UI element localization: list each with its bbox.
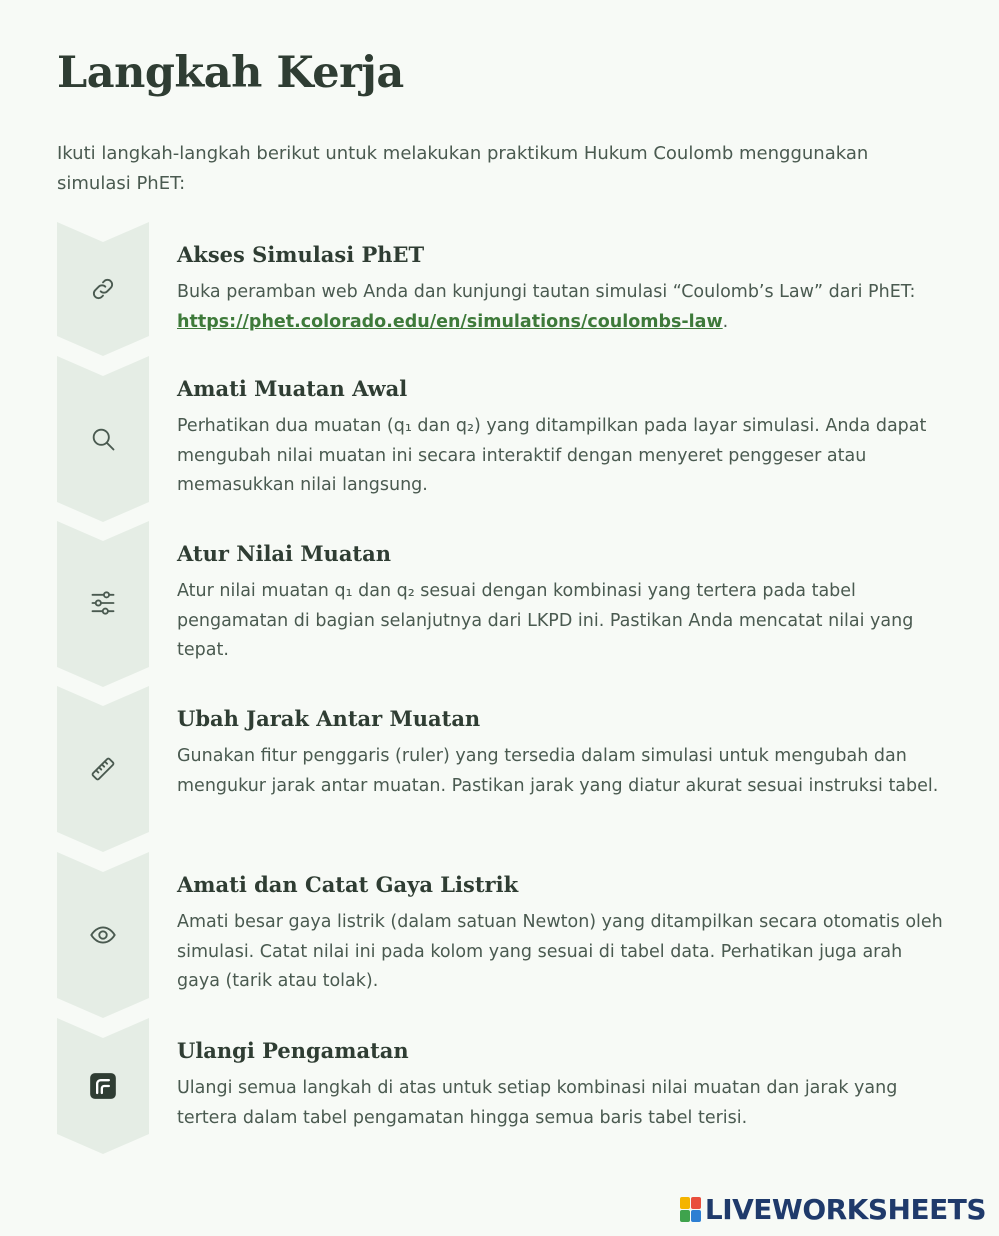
intro-text: Ikuti langkah-langkah berikut untuk melakukan praktikum Hukum Coulomb menggunakan simulasi PhET: bbox=[57, 143, 869, 194]
step-description: Buka peramban web Anda dan kunjungi tautan simulasi “Coulomb’s Law” dari PhET: https://phet.colorado.edu/en/simulations/coulombs-law. bbox=[177, 282, 916, 332]
brand-name: LIVEWORKSHEETS bbox=[704, 1193, 986, 1226]
step-description: Ulangi semua langkah di atas untuk setiap kombinasi nilai muatan dan jarak yang tertera dalam tabel pengamatan hingga semua baris tabel terisi. bbox=[177, 1078, 898, 1128]
link-icon bbox=[88, 274, 118, 304]
step-title: Akses Simulasi PhET bbox=[177, 242, 425, 267]
step-title: Ulangi Pengamatan bbox=[177, 1038, 409, 1063]
repeat-icon bbox=[88, 1071, 118, 1101]
step-title: Ubah Jarak Antar Muatan bbox=[177, 706, 481, 731]
liveworksheets-logo bbox=[680, 1193, 986, 1226]
eye-icon bbox=[88, 920, 118, 950]
step-description: Gunakan fitur penggaris (ruler) yang tersedia dalam simulasi untuk mengubah dan mengukur jarak antar muatan. Pastikan jarak yang diatur akurat sesuai instruksi tabel. bbox=[177, 746, 939, 796]
step-description: Atur nilai muatan q₁ dan q₂ sesuai dengan kombinasi yang tertera pada tabel pengamatan di bagian selanjutnya dari LKPD ini. Pastikan Anda mencatat nilai yang tepat. bbox=[177, 581, 914, 660]
step-description: Amati besar gaya listrik (dalam satuan Newton) yang ditampilkan secara otomatis oleh simulasi. Catat nilai ini pada kolom yang sesuai di tabel data. Perhatikan juga arah gaya (tarik atau tolak). bbox=[177, 912, 943, 991]
ruler-icon bbox=[88, 754, 118, 784]
brand-logo-icon bbox=[680, 1197, 701, 1222]
sliders-icon bbox=[88, 588, 118, 618]
search-icon bbox=[88, 424, 118, 454]
step-description: Perhatikan dua muatan (q₁ dan q₂) yang ditampilkan pada layar simulasi. Anda dapat mengubah nilai muatan ini secara interaktif dengan menyeret penggeser atau memasukkan nilai langsung. bbox=[177, 416, 927, 495]
step-title: Amati dan Catat Gaya Listrik bbox=[177, 872, 519, 897]
step-title: Atur Nilai Muatan bbox=[177, 541, 392, 566]
phet-link[interactable]: https://phet.colorado.edu/en/simulations/coulombs-law bbox=[177, 311, 723, 332]
page-title: Langkah Kerja bbox=[57, 48, 404, 98]
step-title: Amati Muatan Awal bbox=[177, 376, 408, 401]
